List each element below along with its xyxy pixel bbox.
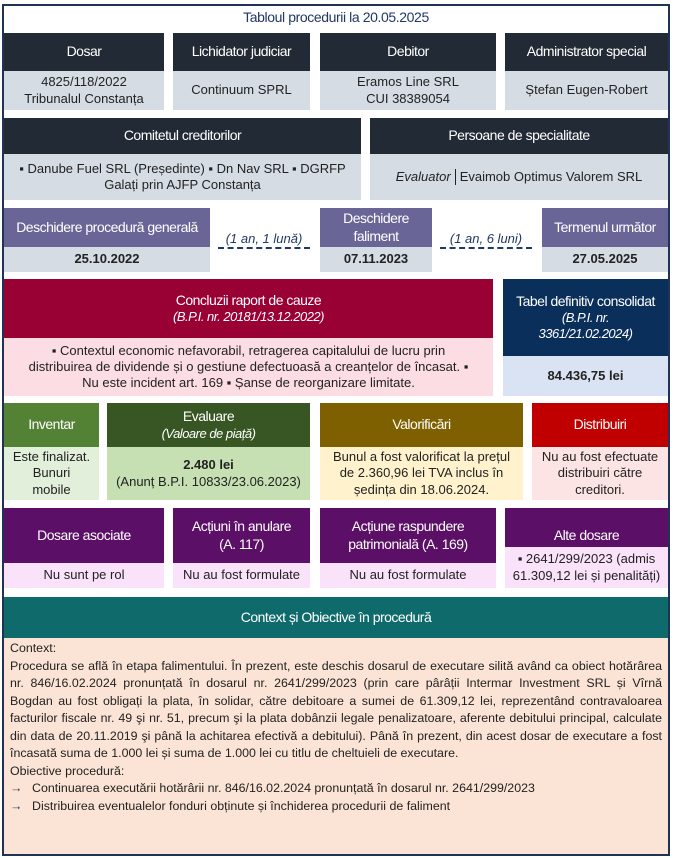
objectives-label: Obiective procedură: bbox=[10, 763, 125, 778]
faliment-date: 07.11.2023 bbox=[320, 247, 432, 272]
distribuiri-line: creditori. bbox=[575, 481, 625, 497]
debitor-value bbox=[320, 71, 496, 110]
annulment-header-line: (A. 117) bbox=[219, 535, 264, 552]
dosar-value bbox=[4, 71, 164, 110]
evaluare-ref: (Anunț B.P.I. 10833/23.06.2023) bbox=[116, 473, 301, 489]
evaluare-amount: 2.480 lei bbox=[183, 457, 234, 473]
associated-files-value: Nu sunt pe rol bbox=[4, 563, 164, 588]
associated-files-header: Dosare asociate bbox=[4, 508, 164, 563]
dosar-number: 4825/118/2022 bbox=[41, 74, 127, 90]
next-term-header: Termenul următor bbox=[542, 208, 668, 247]
inventar-line: Bunuri bbox=[32, 465, 71, 481]
other-files-line: 61.309,12 lei și penalități) bbox=[512, 567, 661, 583]
gap-duration-1: (1 an, 1 lună) bbox=[218, 231, 310, 249]
other-files-line: ▪ 2641/299/2023 (admis bbox=[517, 551, 656, 567]
lichidator-header: Lichidator judiciar bbox=[173, 33, 310, 71]
next-term-date: 27.05.2025 bbox=[542, 247, 668, 272]
context-label: Context: bbox=[10, 641, 57, 655]
evaluare-header bbox=[107, 403, 310, 447]
general-procedure-header: Deschidere procedură generală bbox=[4, 208, 210, 247]
inventar-header: Inventar bbox=[4, 403, 99, 447]
distribuiri-line: Nu au fost efectuate bbox=[541, 449, 659, 465]
liability-header-line: Acțiune raspundere bbox=[351, 518, 465, 534]
lichidator-value: Continuum SPRL bbox=[173, 71, 310, 110]
faliment-header bbox=[320, 208, 432, 247]
liability-header-line: patrimonială (A. 169) bbox=[348, 535, 468, 552]
creditors-line: Galați prin AJFP Constanța bbox=[104, 177, 261, 192]
table-value: 84.436,75 lei bbox=[503, 356, 668, 396]
objective-text: Distribuirea eventualelor fonduri obținute și închiderea procedurii de faliment bbox=[32, 798, 451, 813]
arrow-right-icon: → bbox=[10, 798, 23, 813]
page-title: Tabloul procedurii la 20.05.2025 bbox=[243, 9, 429, 25]
annulment-header-line: Acțiuni în anulare bbox=[191, 518, 292, 534]
annulment-header bbox=[173, 508, 310, 563]
causes-line: Nu este incident art. 169 ▪ Șanse de reorganizare limitate. bbox=[82, 375, 415, 391]
faliment-header-line: faliment bbox=[353, 227, 399, 244]
evaluare-subtitle: (Valoare de piață) bbox=[161, 425, 256, 441]
dosar-header: Dosar bbox=[4, 33, 164, 71]
objective-text: Continuarea executării hotărârii nr. 846/16.02.2024 pronunțată în dosarul nr. 2641/299/2023 bbox=[32, 781, 535, 795]
inventar-line: Este finalizat. bbox=[12, 449, 91, 465]
dosar-court: Tribunalul Constanța bbox=[24, 90, 144, 106]
valorificari-line: Bunul a fost valorificat la prețul bbox=[332, 449, 511, 465]
arrow-right-icon: → bbox=[10, 781, 23, 795]
evaluare-title: Evaluare bbox=[182, 408, 235, 425]
liability-value: Nu au fost formulate bbox=[320, 563, 496, 588]
evaluare-value bbox=[107, 447, 310, 500]
other-files-value bbox=[505, 547, 668, 588]
creditors-line: ▪ Danube Fuel SRL (Președinte) ▪ Dn Nav SRL ▪ DGRFP bbox=[19, 160, 346, 176]
distribuiri-value bbox=[532, 447, 668, 500]
causes-line: ▪ Contextul economic nefavorabil, retragerea capitalului de lucru prin bbox=[51, 342, 446, 358]
distribuiri-header: Distribuiri bbox=[532, 403, 668, 447]
causes-title: Concluzii raport de cauze bbox=[175, 291, 322, 308]
specialists-header: Persoane de specialitate bbox=[370, 118, 668, 154]
objective-item bbox=[10, 780, 662, 798]
causes-header bbox=[4, 279, 493, 338]
administrator-header: Administrator special bbox=[505, 33, 668, 71]
table-ref: 3361/21.02.2024) bbox=[538, 326, 633, 342]
liability-header bbox=[320, 508, 496, 563]
debitor-name: Eramos Line SRL bbox=[357, 74, 459, 90]
valorificari-line: ședința din 18.06.2024. bbox=[353, 481, 490, 497]
objective-item bbox=[10, 798, 662, 816]
causes-line: distribuirea de dividende și o gestiune defectuoasă a creanțelor de încasat. ▪ bbox=[28, 358, 469, 374]
general-procedure-date: 25.10.2022 bbox=[4, 247, 210, 272]
context-text: Procedura se află în etapa falimentului. În prezent, este deschis dosarul de executare silită având ca obiect hotărârea nr. 846/16.02.2024 pronunțată în dosarul nr. 2641/299/2023 (prin care pârâții Intermar Investment SRL și Vîrnă Bogdan au fost obligați la plata, în solidar, către debitoare a sumei de 61.309,12 lei, reprezentând contravaloarea facturilor fiscale nr. 49 şi nr. 51, precum şi la plata dobânzii legale penalizatoare, aferente debitului principal, calculate din data de 20.11.2019 şi până la achitarea efectivă a debitului). Până în prezent, din acest dosar de executare a fost încasată suma de 1.000 lei și suma de 1.000 lei cu titlu de cheltuieli de executare. bbox=[10, 658, 662, 760]
administrator-value: Ștefan Eugen-Robert bbox=[505, 71, 668, 110]
table-header bbox=[503, 279, 668, 356]
valorificari-value bbox=[320, 447, 523, 500]
causes-ref: (B.P.I. nr. 20181/13.12.2022) bbox=[172, 309, 324, 325]
table-ref: (B.P.I. nr. bbox=[561, 310, 610, 325]
gap-duration-2: (1 an, 6 luni) bbox=[440, 231, 532, 249]
distribuiri-line: distribuiri către bbox=[557, 465, 643, 481]
faliment-header-line: Deschidere bbox=[343, 210, 409, 226]
causes-value bbox=[4, 338, 493, 396]
annulment-value: Nu au fost formulate bbox=[173, 563, 310, 588]
debitor-cui: CUI 38389054 bbox=[366, 90, 450, 106]
valorificari-line: de 2.360,96 lei TVA inclus în bbox=[339, 465, 504, 481]
specialist-name: Evaimob Optimus Valorem SRL bbox=[459, 168, 643, 184]
valorificari-header: Valorificări bbox=[320, 403, 523, 447]
specialists-value bbox=[370, 154, 668, 200]
creditors-header: Comitetul creditorilor bbox=[4, 118, 361, 154]
inventar-line: mobile bbox=[32, 481, 71, 497]
inventar-value bbox=[4, 447, 99, 500]
specialist-role: Evaluator bbox=[396, 169, 456, 185]
context-header: Context și Obiective în procedură bbox=[4, 597, 668, 638]
creditors-value bbox=[4, 154, 361, 200]
other-files-header: Alte dosare bbox=[505, 508, 668, 563]
debitor-header: Debitor bbox=[320, 33, 496, 71]
context-body bbox=[4, 638, 668, 854]
table-title: Tabel definitiv consolidat bbox=[516, 292, 655, 309]
